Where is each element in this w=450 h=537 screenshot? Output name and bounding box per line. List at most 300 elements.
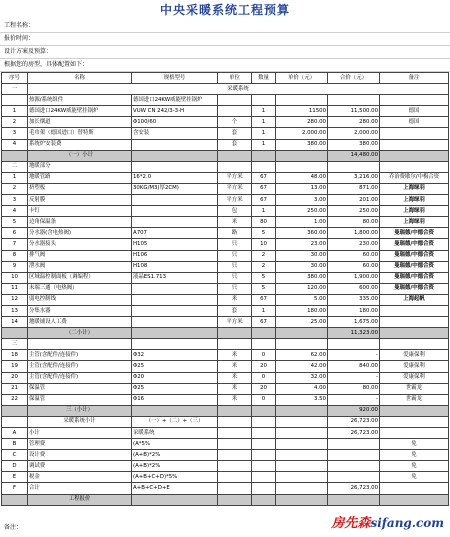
table-row: [2, 450, 449, 461]
table-cell: B: [2, 439, 28, 450]
table-cell: 三: [2, 339, 28, 350]
table-cell: [218, 416, 252, 427]
table-cell: 主管(含配件/连接件): [28, 350, 132, 361]
table-cell: 含安装: [132, 128, 218, 139]
table-cell: [328, 472, 380, 483]
column-header: 单价（元）: [276, 73, 328, 84]
table-cell: [132, 195, 218, 206]
table-cell: Φ16: [132, 394, 218, 405]
table-row: [2, 405, 449, 416]
table-cell: [328, 439, 380, 450]
table-cell: 德国: [380, 106, 449, 117]
table-cell: 26,723.00: [328, 428, 380, 439]
table-cell: 地暖铺设人工费: [28, 317, 132, 328]
table-cell: 30.00: [276, 250, 328, 261]
budget-table: [1, 72, 449, 506]
table-cell: [2, 95, 28, 106]
table-cell: 平方米: [218, 195, 252, 206]
table-cell: 只: [218, 239, 252, 250]
table-cell: A: [2, 428, 28, 439]
table-cell: [132, 217, 218, 228]
table-cell: 3.50: [276, 394, 328, 405]
table-cell: (A+B)*2%: [132, 450, 218, 461]
table-cell: [380, 95, 449, 106]
column-header: 规格型号: [132, 73, 218, 84]
budget-title: 中央采暖系统工程预算: [159, 3, 290, 17]
table-cell: [328, 494, 380, 505]
table-row: [2, 183, 449, 194]
table-cell: 20: [252, 361, 276, 372]
table-cell: 德国进口24KW威能壁挂锅炉: [132, 95, 218, 106]
table-cell: 税金: [28, 472, 132, 483]
table-cell: [218, 450, 252, 461]
table-cell: [2, 416, 28, 427]
table-row: [2, 106, 449, 117]
table-cell: [380, 150, 449, 161]
table-cell: A+B+C+D+E: [132, 483, 218, 494]
table-cell: 上海绿羽: [380, 183, 449, 194]
table-cell: 加长烟道: [28, 117, 132, 128]
table-cell: [252, 150, 276, 161]
table-cell: [132, 206, 218, 217]
table-row: [2, 239, 449, 250]
table-cell: 上海起帆: [380, 294, 449, 305]
table-cell: Φ100/60: [132, 117, 218, 128]
table-cell: H105: [132, 239, 218, 250]
footer-note: 备注：: [4, 524, 23, 531]
table-cell: [132, 161, 218, 172]
table-cell: （一）+（二）+（三）: [132, 416, 218, 427]
table-cell: 德国: [380, 117, 449, 128]
table-cell: [276, 494, 328, 505]
table-cell: [132, 339, 218, 350]
table-cell: 曼瑞德/中德合资: [380, 283, 449, 294]
table-cell: 毛巾架（德国进口）替特斯: [28, 128, 132, 139]
table-cell: 套: [218, 305, 252, 316]
table-cell: 个: [218, 117, 252, 128]
table-row: [2, 206, 449, 217]
table-cell: （一）小计: [28, 150, 132, 161]
table-cell: 只: [218, 261, 252, 272]
table-row: [2, 272, 449, 283]
table-cell: [276, 416, 328, 427]
table-cell: 335.00: [328, 294, 380, 305]
table-cell: [252, 339, 276, 350]
table-cell: 只: [218, 283, 252, 294]
table-cell: 380.00: [276, 272, 328, 283]
table-row: [2, 117, 449, 128]
table-cell: [132, 405, 218, 416]
table-cell: 180.00: [328, 305, 380, 316]
table-cell: 地暖部分: [28, 161, 132, 172]
table-cell: 分集水器: [28, 305, 132, 316]
table-cell: 曼瑞德/中德合资: [380, 272, 449, 283]
table-cell: 米: [218, 294, 252, 305]
table-cell: -: [328, 372, 380, 383]
table-cell: [132, 139, 218, 150]
table-cell: [2, 328, 28, 339]
table-cell: 米: [218, 372, 252, 383]
table-cell: 世霸龙: [380, 394, 449, 405]
table-cell: 26,723.00: [328, 483, 380, 494]
table-cell: 60.00: [328, 250, 380, 261]
table-cell: 3.00: [276, 195, 328, 206]
table-cell: [276, 428, 328, 439]
table-cell: 600.00: [328, 283, 380, 294]
table-cell: 调试费: [28, 461, 132, 472]
table-cell: 爱康保利: [380, 361, 449, 372]
table-cell: 20: [2, 372, 28, 383]
table-cell: [276, 161, 328, 172]
table-cell: 30KG/M3(厚2CM): [132, 183, 218, 194]
table-cell: (A+B)*2%: [132, 461, 218, 472]
table-cell: [380, 161, 449, 172]
table-cell: 曼瑞德/中德合资: [380, 228, 449, 239]
table-cell: 分水器(含电热阀): [28, 228, 132, 239]
table-cell: 5: [252, 228, 276, 239]
table-cell: 2: [2, 117, 28, 128]
table-cell: 380.00: [276, 139, 328, 150]
table-row: [2, 95, 449, 106]
table-cell: 3: [2, 128, 28, 139]
table-cell: VUW CN 242/3-3-H: [132, 106, 218, 117]
table-cell: 米: [218, 383, 252, 394]
table-cell: [218, 405, 252, 416]
table-cell: 世霸龙: [380, 383, 449, 394]
table-cell: 5.00: [276, 294, 328, 305]
table-cell: 380.00: [328, 139, 380, 150]
table-row: [2, 494, 449, 505]
table-cell: 米: [218, 361, 252, 372]
table-cell: 20: [252, 383, 276, 394]
table-cell: 合计: [28, 483, 132, 494]
table-cell: 免: [380, 461, 449, 472]
table-cell: 120.00: [276, 283, 328, 294]
table-cell: [380, 416, 449, 427]
table-cell: 爱康保利: [380, 350, 449, 361]
column-header: 合价（元）: [328, 73, 380, 84]
table-cell: 免: [380, 472, 449, 483]
column-header: 数量: [252, 73, 276, 84]
table-cell: 871.00: [328, 183, 380, 194]
column-header: 单位: [218, 73, 252, 84]
table-row: [2, 283, 449, 294]
table-cell: 10: [2, 272, 28, 283]
table-row: [2, 328, 449, 339]
table-cell: 67: [252, 183, 276, 194]
table-cell: 泄水阀: [28, 261, 132, 272]
table-cell: 区域温控制面板（调编程）: [28, 272, 132, 283]
table-cell: 13: [2, 305, 28, 316]
table-row: [2, 339, 449, 350]
table-cell: [328, 461, 380, 472]
table-cell: [380, 305, 449, 316]
table-cell: 分水器接头: [28, 239, 132, 250]
table-cell: 4: [2, 206, 28, 217]
table-cell: [218, 472, 252, 483]
table-cell: 280.00: [276, 117, 328, 128]
table-row: [2, 416, 449, 427]
table-cell: [380, 483, 449, 494]
table-cell: 1: [252, 106, 276, 117]
table-cell: [218, 461, 252, 472]
table-cell: 1: [2, 106, 28, 117]
watermark-en: sifang.com: [370, 516, 444, 530]
table-cell: [218, 428, 252, 439]
site-watermark: [331, 512, 444, 531]
table-cell: 80: [252, 217, 276, 228]
config-intro-line: 根据您的房型，具体配置如下：: [0, 59, 450, 72]
table-cell: 7: [2, 239, 28, 250]
table-cell: [252, 428, 276, 439]
table-cell: 1: [252, 139, 276, 150]
table-cell: 22: [2, 394, 28, 405]
table-cell: 反射膜: [28, 195, 132, 206]
table-cell: 13.00: [276, 183, 328, 194]
table-row: [2, 294, 449, 305]
table-cell: 3,216.00: [328, 172, 380, 183]
table-cell: 18: [2, 350, 28, 361]
table-cell: Φ32: [132, 350, 218, 361]
table-cell: 2: [2, 183, 28, 194]
table-cell: 路: [218, 228, 252, 239]
table-cell: [252, 328, 276, 339]
table-cell: 67: [252, 317, 276, 328]
table-cell: [218, 106, 252, 117]
table-cell: [2, 150, 28, 161]
table-cell: 上海绿羽: [380, 206, 449, 217]
table-cell: 1,675.00: [328, 317, 380, 328]
watermark-cn: 房先森: [331, 516, 371, 531]
table-cell: 67: [252, 294, 276, 305]
table-cell: 5: [252, 272, 276, 283]
table-cell: 卡钉: [28, 206, 132, 217]
table-cell: [252, 450, 276, 461]
table-cell: [218, 339, 252, 350]
table-cell: 11500: [276, 106, 328, 117]
table-cell: 12: [2, 294, 28, 305]
table-cell: 60.00: [328, 261, 380, 272]
table-cell: 末端三通（电热阀）: [28, 283, 132, 294]
column-header: 序号: [2, 73, 28, 84]
table-cell: 米: [218, 217, 252, 228]
table-cell: 2,000.00: [276, 128, 328, 139]
table-cell: [132, 328, 218, 339]
table-cell: [380, 317, 449, 328]
table-cell: 2: [252, 250, 276, 261]
table-cell: 曼瑞德/中德合资: [380, 250, 449, 261]
table-row: [2, 483, 449, 494]
design-plan-line: 设计方案及预算：: [0, 46, 450, 59]
project-name-line: 工程名称：: [0, 20, 450, 33]
table-row: [2, 172, 449, 183]
table-row: [2, 217, 449, 228]
table-cell: 平方米: [218, 183, 252, 194]
table-cell: 8: [2, 250, 28, 261]
table-cell: 26,723.00: [328, 416, 380, 427]
table-cell: Φ20: [132, 372, 218, 383]
table-row: [2, 84, 449, 95]
section-label-cell: 工程报价: [28, 494, 132, 505]
table-cell: [218, 494, 252, 505]
table-cell: 1: [252, 117, 276, 128]
table-cell: 平方米: [218, 172, 252, 183]
table-cell: 免: [380, 439, 449, 450]
table-cell: 保温管: [28, 383, 132, 394]
table-cell: 只: [218, 250, 252, 261]
table-cell: [132, 150, 218, 161]
table-cell: 曼瑞德/中德合资: [380, 261, 449, 272]
table-cell: 德国进口24KW威能壁挂锅炉: [28, 106, 132, 117]
column-header: 名称: [28, 73, 132, 84]
table-cell: 5: [2, 217, 28, 228]
table-cell: -: [328, 394, 380, 405]
row-index-cell: 一: [2, 84, 28, 95]
table-cell: 1.00: [276, 217, 328, 228]
table-cell: -: [328, 350, 380, 361]
table-cell: A707: [132, 228, 218, 239]
table-cell: 0: [252, 394, 276, 405]
table-cell: [132, 494, 218, 505]
table-cell: 360.00: [276, 228, 328, 239]
table-cell: [276, 405, 328, 416]
table-cell: 乔治费歇尔/中梅合资: [380, 172, 449, 183]
table-cell: [276, 439, 328, 450]
table-row: [2, 195, 449, 206]
table-cell: [380, 128, 449, 139]
table-cell: 23.00: [276, 239, 328, 250]
table-cell: 地暖管路: [28, 172, 132, 183]
table-cell: 平方米: [218, 317, 252, 328]
table-cell: 1: [2, 172, 28, 183]
table-cell: 3: [2, 195, 28, 206]
table-cell: 弱电控制线: [28, 294, 132, 305]
table-cell: 201.00: [328, 195, 380, 206]
table-row: [2, 383, 449, 394]
table-row: [2, 372, 449, 383]
table-cell: 保温管: [28, 394, 132, 405]
table-row: [2, 150, 449, 161]
table-cell: [276, 328, 328, 339]
table-cell: 包: [218, 206, 252, 217]
table-cell: 14: [2, 317, 28, 328]
table-cell: [328, 339, 380, 350]
table-cell: C: [2, 450, 28, 461]
table-cell: 爱康保利: [380, 372, 449, 383]
table-cell: 主管(含配件/连接件): [28, 361, 132, 372]
table-cell: 67: [252, 195, 276, 206]
table-cell: Φ25: [132, 383, 218, 394]
table-cell: [276, 450, 328, 461]
section-label-cell: 采暖系统: [28, 84, 449, 95]
table-cell: 250.00: [276, 206, 328, 217]
table-cell: 米: [218, 394, 252, 405]
table-row: [2, 317, 449, 328]
table-cell: 2,000.00: [328, 128, 380, 139]
table-cell: 管理费: [28, 439, 132, 450]
table-cell: [132, 305, 218, 316]
table-cell: 62.00: [276, 350, 328, 361]
table-cell: 免: [380, 450, 449, 461]
table-cell: [218, 150, 252, 161]
table-cell: [252, 161, 276, 172]
table-cell: [252, 461, 276, 472]
table-cell: 230.00: [328, 239, 380, 250]
table-row: [2, 139, 449, 150]
table-cell: 0: [252, 350, 276, 361]
table-cell: 小计: [28, 428, 132, 439]
table-cell: [328, 95, 380, 106]
table-cell: [218, 95, 252, 106]
table-cell: [132, 294, 218, 305]
table-cell: 11,323.00: [328, 328, 380, 339]
table-cell: 三（小计）: [28, 405, 132, 416]
table-cell: 挤塑板: [28, 183, 132, 194]
table-cell: 设计费: [28, 450, 132, 461]
table-cell: F: [2, 483, 28, 494]
table-cell: 1,900.00: [328, 272, 380, 283]
table-row: [2, 461, 449, 472]
table-cell: [380, 339, 449, 350]
table-row: [2, 128, 449, 139]
table-cell: 1: [252, 206, 276, 217]
table-cell: [252, 439, 276, 450]
table-cell: 14,480.00: [328, 150, 380, 161]
table-row: [2, 228, 449, 239]
table-cell: [28, 339, 132, 350]
table-cell: 曼瑞德/中德合资: [380, 239, 449, 250]
table-cell: 840.00: [328, 361, 380, 372]
table-cell: 250.00: [328, 206, 380, 217]
table-cell: [380, 139, 449, 150]
table-cell: [252, 405, 276, 416]
table-row: [2, 361, 449, 372]
table-cell: 4: [2, 139, 28, 150]
table-cell: [276, 150, 328, 161]
table-row: [2, 305, 449, 316]
table-cell: 上海绿羽: [380, 195, 449, 206]
table-cell: [218, 161, 252, 172]
table-row: [2, 394, 449, 405]
table-row: [2, 261, 449, 272]
quote-time-line: 报价时间：: [0, 33, 450, 46]
table-cell: 11,500.00: [328, 106, 380, 117]
table-cell: 采暖系统小计: [28, 416, 132, 427]
column-header: 备注: [380, 73, 449, 84]
table-cell: 42.00: [276, 361, 328, 372]
table-cell: 80.00: [328, 383, 380, 394]
table-row: [2, 161, 449, 172]
table-cell: [276, 472, 328, 483]
table-row: [2, 428, 449, 439]
table-cell: 热源/系统组件: [28, 95, 132, 106]
table-cell: 180.00: [276, 305, 328, 316]
table-cell: E: [2, 472, 28, 483]
table-cell: 9: [2, 261, 28, 272]
table-cell: [252, 472, 276, 483]
table-cell: 6: [2, 228, 28, 239]
table-cell: [276, 95, 328, 106]
table-cell: 920.00: [328, 405, 380, 416]
table-cell: [380, 405, 449, 416]
table-cell: [252, 483, 276, 494]
table-cell: 二: [2, 161, 28, 172]
table-cell: H108: [132, 261, 218, 272]
table-cell: [132, 283, 218, 294]
table-cell: 80.00: [328, 217, 380, 228]
table-cell: [380, 428, 449, 439]
table-cell: 1: [252, 305, 276, 316]
